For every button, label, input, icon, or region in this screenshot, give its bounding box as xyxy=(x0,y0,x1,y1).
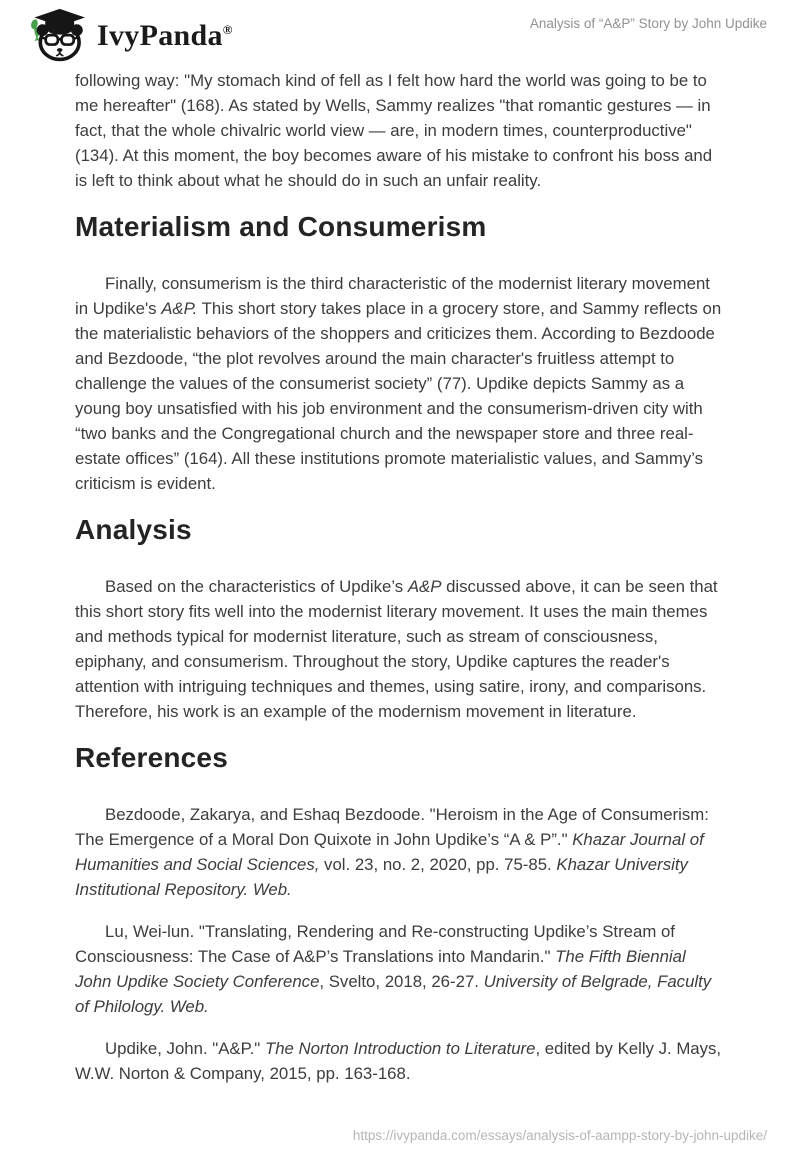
panda-graduate-logo-icon xyxy=(28,8,86,64)
brand-name: IvyPanda® xyxy=(97,19,233,52)
text-run: This short story takes place in a grocery store, and Sammy reflects on the materialistic behaviors of the shoppers and criticizes them. According to Bezdoode and Bezdoode, “the plot revolves around the main character's fruitless attempt to challenge the values of the consumerist society” (77). Updike depicts Sammy as a young boy unsatisfied with his job environment and the consumerism-driven city with “two banks and the Congregational church and the newspaper store and three real-estate offices” (164). All these institutions promote materialistic values, and Sammy’s criticism is evident. xyxy=(75,299,722,493)
section-heading: References xyxy=(75,742,228,773)
text-run: following way: "My stomach kind of fell as I felt how hard the world was going to be to me hereafter" (168). As stated by Wells, Sammy realizes "that romantic gestures — in fact, that the whole chivalric world view — are, in modern times, counterproductive" (134). At this moment, the boy becomes aware of his mistake to confront his boss and is left to think about what he should do in such an unfair reality. xyxy=(75,71,713,190)
italic-text-run: The Fifth Biennial John Updike Society Conference xyxy=(75,947,686,991)
paragraph xyxy=(75,68,725,193)
document-page xyxy=(0,68,800,1086)
italic-text-run: The Norton Introduction to Literature xyxy=(264,1039,536,1058)
text-run: vol. 23, no. 2, 2020, pp. 75-85. xyxy=(319,855,557,874)
source-url: https://ivypanda.com/essays/analysis-of-aampp-story-by-john-updike/ xyxy=(352,1128,767,1143)
italic-text-run: Khazar University Institutional Repository. Web. xyxy=(75,855,688,899)
text-run: Based on the characteristics of Updike’s xyxy=(105,577,408,596)
brand xyxy=(28,8,233,64)
article xyxy=(75,68,725,1086)
italic-text-run: University of Belgrade, Faculty of Philology. Web. xyxy=(75,972,712,1016)
paragraph xyxy=(75,919,725,1019)
text-run: Updike, John. "A&P." xyxy=(105,1039,265,1058)
italic-text-run: Khazar Journal of Humanities and Social Sciences, xyxy=(75,830,704,874)
italic-text-run: A&P xyxy=(407,577,442,596)
paragraph xyxy=(75,574,725,724)
text-run: discussed above, it can be seen that this short story fits well into the modernist literary movement. It uses the main themes and methods typical for modernist literature, such as stream of consciousness, epiphany, and consumerism. Throughout the story, Updike captures the reader's attention with intriguing techniques and themes, using satire, irony, and comparisons. Therefore, his work is an example of the modernism movement in literature. xyxy=(75,577,718,721)
italic-text-run: A&P. xyxy=(161,299,198,318)
section-heading: Materialism and Consumerism xyxy=(75,211,487,242)
document-title: Analysis of “A&P” Story by John Updike xyxy=(529,16,767,31)
text-run: Bezdoode, Zakarya, and Eshaq Bezdoode. "Heroism in the Age of Consumerism: The Emergence of a Moral Don Quixote in John Updike’s “A & P”." xyxy=(75,805,709,849)
paragraph xyxy=(75,271,725,496)
text-run: , edited by Kelly J. Mays, W.W. Norton & Company, 2015, pp. 163-168. xyxy=(75,1039,722,1083)
page-header xyxy=(28,8,767,64)
page-footer xyxy=(353,1128,767,1143)
section-heading: Analysis xyxy=(75,514,192,545)
text-run: Finally, consumerism is the third characteristic of the modernist literary movement in Updike's xyxy=(75,274,710,318)
paragraph xyxy=(75,802,725,902)
text-run: Lu, Wei-lun. "Translating, Rendering and Re-constructing Updike’s Stream of Consciousness: The Case of A&P’s Translations into Mandarin." xyxy=(75,922,675,966)
paragraph xyxy=(75,1036,725,1086)
text-run: , Svelto, 2018, 26-27. xyxy=(319,972,484,991)
registered-mark: ® xyxy=(222,22,233,37)
